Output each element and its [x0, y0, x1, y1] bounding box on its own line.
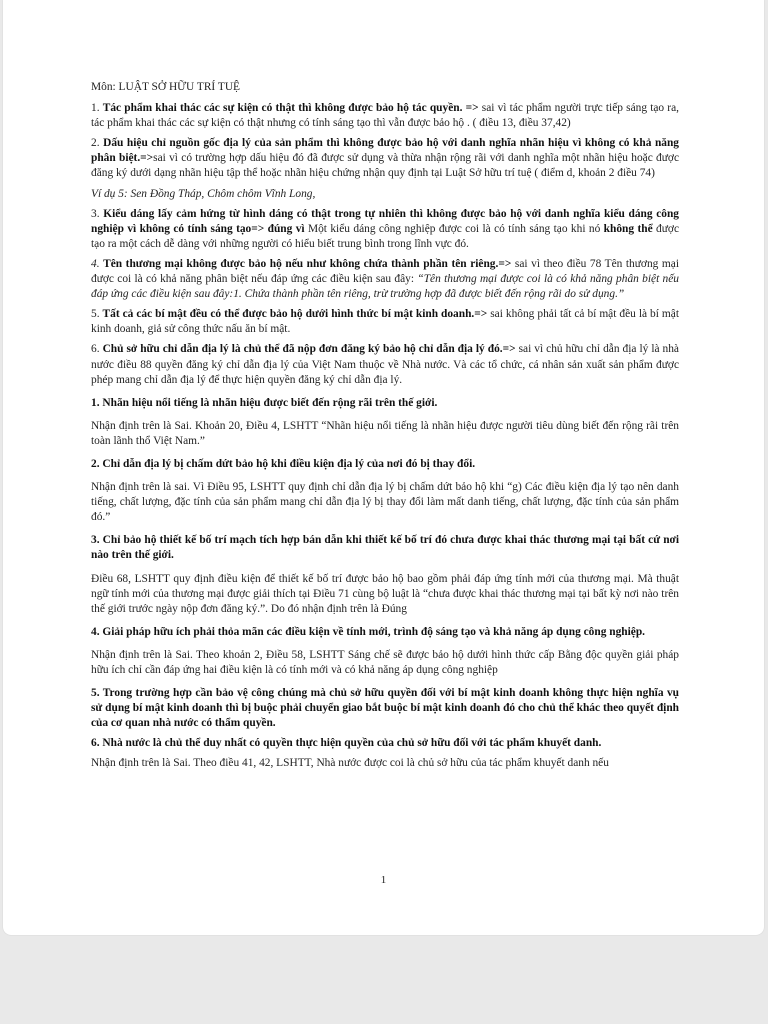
question-3: 3. Chỉ bảo hộ thiết kế bố trí mạch tích hợp bán dẫn khi thiết kế bố trí đó chưa được khai thác thương mại tại bất cứ nơi nào trên thế giới.	[91, 534, 679, 562]
statement-1-answer: sai vì tác phẩm người trực tiếp sáng tạo ra, tác phẩm khai thác các sự kiện có thật nhưng có tính sáng tạo thì vẫn được bảo hộ . ( điều 13, điều 37,42)	[91, 102, 679, 130]
answer-3: Điều 68, LSHTT quy định điều kiện để thiết kế bố trí được bảo hộ bao gồm phải đáp ứng tính mới của thương mại. Mà thuật ngữ tính mới của thương mại được giải thích tại Điều 71 cùng bộ luật là “chưa được khai thác thương mại tại bất kỳ nơi nào trên thế giới trước ngày nộp đơn đăng ký.”. Do đó nhận định trên là Đúng	[91, 572, 679, 615]
statement-1: 1. Tác phẩm khai thác các sự kiện có thật thì không được bảo hộ tác quyền. => sai vì tác phẩm người trực tiếp sáng tạo ra, tác phẩm khai thác các sự kiện có thật nhưng có tính sáng tạo thì vẫn được bảo hộ . ( điều 13, điều 37,42)	[91, 102, 679, 130]
document-page	[3, 0, 764, 935]
statement-5: 5. Tất cả các bí mật đều có thể được bảo hộ dưới hình thức bí mật kinh doanh.=> sai không phải tất cả bí mật đều là bí mật kinh doanh, giả sử công thức nấu ăn bí mật.	[91, 308, 679, 336]
statement-2-claim: Dấu hiệu chỉ nguồn gốc địa lý của sản phẩm thì không được bảo hộ với danh nghĩa nhãn hiệu vì không có khả năng phân biệt.=>	[91, 137, 680, 165]
statement-6-claim: Chủ sở hữu chỉ dẫn địa lý là chủ thể đã nộp đơn đăng ký bảo hộ chỉ dẫn địa lý đó.=>	[102, 343, 516, 356]
question-6: 6. Nhà nước là chủ thể duy nhất có quyền thực hiện quyền của chủ sở hữu đối với tác phẩm khuyết danh.	[91, 737, 602, 750]
statement-3-claim: Kiểu dáng lấy cảm hứng từ hình dáng có thật trong tự nhiên thì không được bảo hộ với danh nghĩa kiểu dáng công nghiệp vì không có tính sáng tạo=> đúng vì	[91, 207, 679, 235]
document-body	[91, 80, 679, 777]
statement-2-answer: sai vì có trường hợp dấu hiệu đó đã được sử dụng và thừa nhận rộng rãi với danh nghĩa một nhãn hiệu hoặc được đăng ký dưới dạng nhãn hiệu tập thể hoặc nhãn hiệu chứng nhận quy định tại Luật Sở hữu trí tuệ ( điểm d, khoản 2 điều 74)	[91, 152, 679, 180]
question-5: 5. Trong trường hợp cần bảo vệ công chúng mà chủ sở hữu quyền đối với bí mật kinh doanh không thực hiện nghĩa vụ sử dụng bí mật kinh doanh thì bị buộc phải chuyển giao bắt buộc bí mật kinh doanh đó cho chủ thể khác theo quyết định của cơ quan nhà nước có thẩm quyền.	[91, 687, 679, 730]
answer-2: Nhận định trên là sai. Vì Điều 95, LSHTT quy định chỉ dẫn địa lý bị chấm dứt bảo hộ khi “g) Các điều kiện địa lý tạo nên danh tiếng, chất lượng, đặc tính của sản phẩm mang chỉ dẫn địa lý bị thay đổi làm mất danh tiếng, chất lượng, đặc tính của sản phẩm đó.”	[91, 481, 679, 524]
example-note: Ví dụ 5: Sen Đồng Tháp, Chôm chôm Vĩnh Long,	[91, 187, 316, 200]
statement-6-answer: sai vì chủ hữu chỉ dẫn địa lý là nhà nước điều 88 quyền đăng ký chỉ dẫn địa lý của Việt Nam thuộc về Nhà nước. Và các tổ chức, cá nhân sản xuất sản phẩm được phép mang chỉ dẫn địa lý để thực hiện quyền đăng ký chỉ dẫn địa lý.	[91, 343, 679, 386]
statement-5-claim: Tất cả các bí mật đều có thể được bảo hộ dưới hình thức bí mật kinh doanh.=>	[102, 308, 488, 321]
subject-title: Môn: LUẬT SỞ HỮU TRÍ TUỆ	[91, 81, 241, 93]
answer-6: Nhận định trên là Sai. Theo điều 41, 42, LSHTT, Nhà nước được coi là chủ sở hữu của tác phẩm khuyết danh nếu	[91, 757, 609, 770]
statement-1-claim: Tác phẩm khai thác các sự kiện có thật thì không được bảo hộ tác quyền. =>	[102, 102, 479, 115]
answer-1: Nhận định trên là Sai. Khoản 20, Điều 4, LSHTT “Nhãn hiệu nổi tiếng là nhãn hiệu được người tiêu dùng biết đến rộng rãi trên toàn lãnh thổ Việt Nam.”	[91, 419, 679, 447]
statement-3: 3. Kiểu dáng lấy cảm hứng từ hình dáng có thật trong tự nhiên thì không được bảo hộ với danh nghĩa kiểu dáng công nghiệp vì không có tính sáng tạo=> đúng vì Một kiểu dáng công nghiệp được coi là có tính sáng tạo khi nó không thể được tạo ra một cách dễ dàng với những người có hiểu biết trung bình trong lĩnh vực đó.	[91, 207, 679, 250]
statement-5-answer: sai không phải tất cả bí mật đều là bí mật kinh doanh, giả sử công thức nấu ăn bí mật.	[91, 308, 679, 336]
statement-3-answer: Một kiểu dáng công nghiệp được coi là có tính sáng tạo khi nó	[304, 222, 604, 235]
question-1: 1. Nhãn hiệu nổi tiếng là nhãn hiệu được biết đến rộng rãi trên thế giới.	[91, 396, 438, 409]
statement-2: 2. Dấu hiệu chỉ nguồn gốc địa lý của sản phẩm thì không được bảo hộ với danh nghĩa nhãn hiệu vì không có khả năng phân biệt.=>sai vì có trường hợp dấu hiệu đó đã được sử dụng và thừa nhận rộng rãi với danh nghĩa một nhãn hiệu hoặc được đăng ký dưới dạng nhãn hiệu tập thể hoặc nhãn hiệu chứng nhận quy định tại Luật Sở hữu trí tuệ ( điểm d, khoản 2 điều 74)	[91, 137, 680, 180]
statement-4-claim: Tên thương mại không được bảo hộ nếu như không chứa thành phần tên riêng.=>	[103, 257, 512, 270]
statement-4: 4. Tên thương mại không được bảo hộ nếu như không chứa thành phần tên riêng.=> sai vì theo điều 78 Tên thương mại được coi là có khả năng phân biệt nếu đáp ứng các điều kiện sau đây: “Tên thương mại được coi là có khả năng phân biệt nếu đáp ứng các điều kiện sau đây:1. Chứa thành phần tên riêng, trừ trường hợp đã được biết đến rộng rãi do sử dụng.”	[91, 257, 679, 301]
statement-4-quote: “Tên thương mại được coi là có khả năng phân biệt nếu đáp ứng các điều kiện sau đây:1. Chứa thành phần tên riêng, trừ trường hợp đã được biết đến rộng rãi do sử dụng.”	[91, 273, 679, 301]
question-2: 2. Chỉ dẫn địa lý bị chấm dứt bảo hộ khi điều kiện địa lý của nơi đó bị thay đổi.	[91, 457, 476, 470]
question-4: 4. Giải pháp hữu ích phải thỏa mãn các điều kiện về tính mới, trình độ sáng tạo và khả năng áp dụng công nghiệp.	[91, 625, 646, 638]
statement-6: 6. Chủ sở hữu chỉ dẫn địa lý là chủ thể đã nộp đơn đăng ký bảo hộ chỉ dẫn địa lý đó.=> sai vì chủ hữu chỉ dẫn địa lý là nhà nước điều 88 quyền đăng ký chỉ dẫn địa lý của Việt Nam thuộc về Nhà nước. Và các tổ chức, cá nhân sản xuất sản phẩm được phép mang chỉ dẫn địa lý để thực hiện quyền đăng ký chỉ dẫn địa lý.	[91, 343, 679, 386]
answer-4: Nhận định trên là Sai. Theo khoản 2, Điều 58, LSHTT Sáng chế sẽ được bảo hộ dưới hình thức cấp Bằng độc quyền giải pháp hữu ích chỉ cần đáp ứng hai điều kiện là có tính mới và có khả năng áp dụng công nghiệp	[91, 648, 679, 676]
page-number: 1	[380, 874, 387, 886]
statement-4-answer: sai vì theo điều 78 Tên thương mại được coi là có khả năng phân biệt nếu đáp ứng các điều kiện sau đây:	[91, 257, 679, 286]
